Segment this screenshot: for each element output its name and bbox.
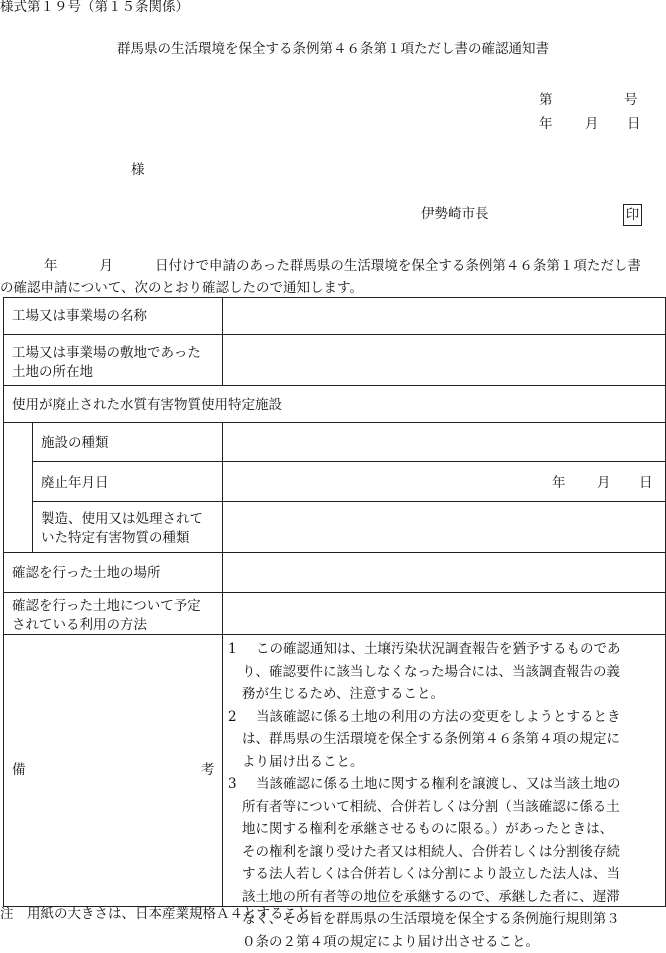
remark-line [228, 751, 660, 774]
label-abolished-facility: 使用が廃止された水質有害物質使用特定施設 [12, 394, 282, 416]
footer-note: 注 用紙の大きさは、日本産業規格Ａ４とすること。 [0, 905, 324, 923]
abolition-day-label: 日 [639, 472, 653, 494]
date-month-label: 月 [585, 115, 599, 133]
table-rule [32, 461, 666, 462]
remark-line [228, 728, 660, 751]
number-suffix: 号 [624, 91, 638, 109]
remark-text: より届け出ること。 [242, 754, 364, 770]
remark-line [228, 661, 660, 684]
remark-number: 1 [228, 638, 256, 661]
sender-name: 伊勢崎市長 [421, 205, 489, 223]
table-rule [3, 552, 666, 553]
remark-line [228, 638, 660, 661]
remark-line [228, 773, 660, 796]
label-site-location-2: 土地の所在地 [12, 361, 93, 383]
label-hazardous-substance-1: 製造、使用又は処理されて [41, 508, 203, 530]
remark-text: なく、その旨を群馬県の生活環境を保全する条例施行規則第３ [242, 911, 620, 927]
intro-month: 月 [100, 258, 114, 274]
remark-text: 当該確認に係る土地の利用の方法の変更をしようとするとき [256, 709, 621, 725]
remark-text: 地に関する権利を承継させるものに限る。）があったときは、 [242, 821, 613, 837]
remark-text: この確認通知は、土壌汚染状況調査報告を猶予するものであ [256, 641, 621, 657]
intro-text-line1: 日付けで申請のあった群馬県の生活環境を保全する条例第４６条第１項ただし書 [155, 258, 641, 274]
label-abolition-date: 廃止年月日 [41, 472, 109, 494]
remark-number: 3 [228, 773, 256, 796]
table-rule [3, 592, 666, 593]
remark-text: その権利を譲り受けた者又は相続人、合併若しくは分割後存続 [242, 844, 620, 860]
table-rule [3, 334, 666, 335]
label-facility-name: 工場又は事業場の名称 [12, 305, 147, 327]
remark-text: 当該確認に係る土地に関する権利を譲渡し、又は当該土地の [256, 776, 621, 792]
abolition-year-label: 年 [552, 472, 566, 494]
remark-number: 2 [228, 706, 256, 729]
table-rule [3, 297, 4, 907]
remark-line [228, 683, 660, 706]
table-rule [222, 297, 223, 386]
remark-text: 該土地の所有者等の地位を承継するので、承継した者に、遅滞 [242, 889, 620, 905]
table-rule [3, 297, 666, 298]
label-remarks-2: 考 [201, 759, 215, 781]
label-planned-use-1: 確認を行った土地について予定 [12, 595, 201, 617]
remark-line [228, 706, 660, 729]
remark-line [228, 818, 660, 841]
label-remarks-1: 備 [12, 759, 26, 781]
intro-paragraph [0, 255, 666, 299]
form-number: 様式第１９号（第１５条関係） [0, 0, 189, 16]
abolition-month-label: 月 [597, 472, 611, 494]
remark-line [228, 931, 660, 953]
table-rule [3, 422, 666, 423]
intro-text-line2: の確認申請について、次のとおり確認したので通知します。 [0, 277, 666, 299]
date-day-label: 日 [627, 115, 641, 133]
date-year-label: 年 [539, 115, 553, 133]
table-rule [222, 422, 223, 907]
label-site-location-1: 工場又は事業場の敷地であった [12, 342, 201, 364]
label-hazardous-substance-2: いた特定有害物質の種類 [41, 527, 190, 549]
label-planned-use-2: されている利用の方法 [12, 614, 147, 636]
remark-text: 所有者等について相続、合併若しくは分割（当該確認に係る土 [242, 799, 620, 815]
table-rule [3, 385, 666, 386]
document-title: 群馬県の生活環境を保全する条例第４６条第１項ただし書の確認通知書 [0, 40, 666, 58]
label-facility-type: 施設の種類 [41, 432, 109, 454]
table-rule [32, 501, 666, 502]
intro-year: 年 [44, 258, 58, 274]
remark-text: り、確認要件に該当しなくなった場合には、当該調査報告の義 [242, 664, 620, 680]
remark-line [228, 796, 660, 819]
remark-text: する法人若しくは合併若しくは分割により設立した法人は、当 [242, 866, 620, 882]
remark-text: 務が生じるため、注意すること。 [242, 686, 444, 702]
label-land-location: 確認を行った土地の場所 [12, 562, 161, 584]
remark-line [228, 863, 660, 886]
table-rule [32, 422, 33, 553]
seal-mark: 印 [623, 204, 642, 226]
remark-line [228, 841, 660, 864]
remark-text: ０条の２第４項の規定により届け出させること。 [242, 934, 539, 950]
number-label: 第 [539, 91, 553, 109]
remark-text: は、群馬県の生活環境を保全する条例第４６条第４項の規定に [242, 731, 620, 747]
addressee-suffix: 様 [131, 161, 145, 179]
